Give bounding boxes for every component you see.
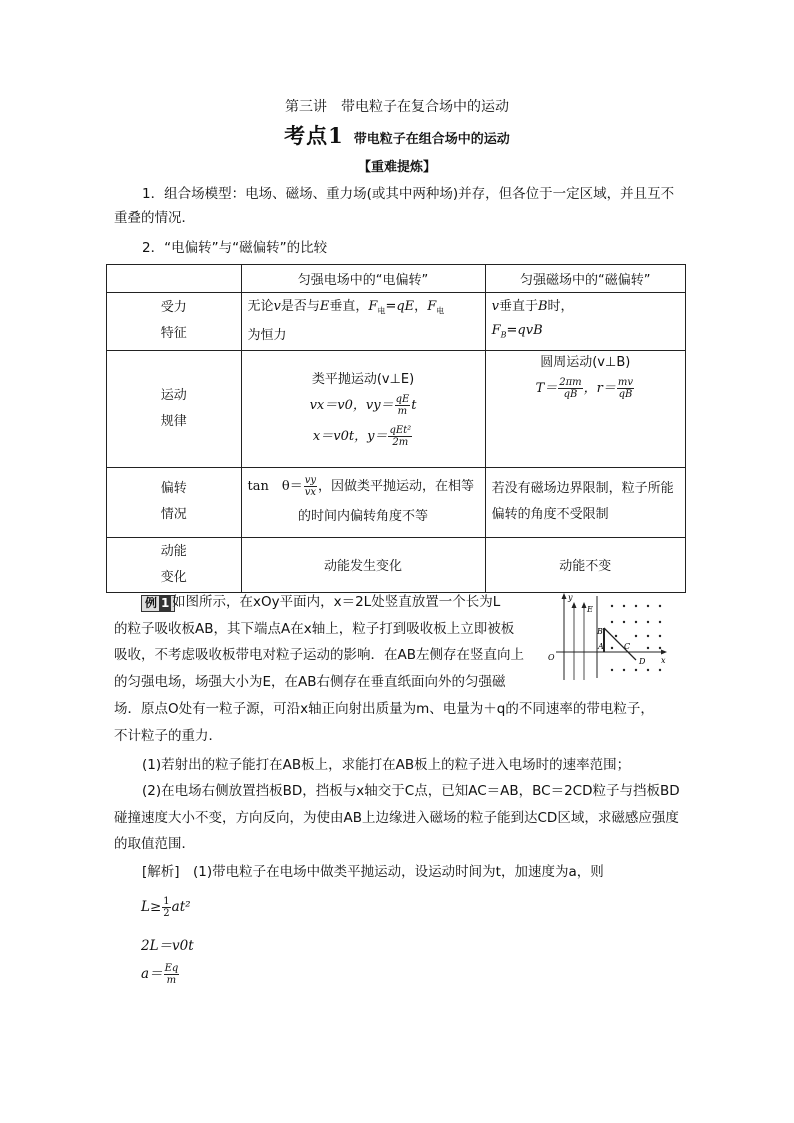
motion-m-frac2: [617, 377, 634, 400]
example-line-1: 如图所示，在xOy平面内，x＝2L处竖直放置一个长为L: [172, 594, 501, 610]
energy-magnetic-cell: 动能不变: [485, 537, 685, 592]
force-e-F2: F: [427, 299, 437, 314]
row-label-motion-1: 运动: [160, 387, 187, 403]
force-m-B: B: [537, 299, 548, 314]
motion-m-num2: mv: [617, 376, 634, 388]
point-d-label: D: [639, 657, 646, 666]
table-corner-cell: [107, 265, 242, 293]
deflect-magnetic-cell: 若没有磁场边界限制，粒子所能偏转的角度不受限制: [485, 467, 685, 537]
motion-e-eq1-left: vx＝v0，vy＝: [309, 397, 394, 413]
example-figure: [540, 590, 670, 685]
motion-electric-cell: [241, 350, 485, 467]
section-label: 【重难提炼】: [357, 160, 436, 175]
force-e-text3: 垂直，: [329, 299, 369, 314]
force-m-qvB: qvB: [517, 323, 543, 338]
row-label-motion: [107, 350, 242, 467]
force-e-E: E: [319, 299, 330, 314]
row-label-energy-2: 变化: [160, 569, 187, 585]
example-badge-text: 例: [145, 596, 158, 610]
example-badge-num: 1: [161, 596, 170, 610]
e-field-arrow-2: [582, 602, 587, 608]
e-field-label: E: [587, 605, 593, 614]
force-m-text1: 垂直于: [498, 299, 538, 314]
motion-e-eq2-left: x＝v0t，y＝: [312, 428, 388, 444]
point-2-text: 2．“电偏转”与“磁偏转”的比较: [142, 240, 328, 256]
motion-m-T: T＝: [535, 380, 558, 396]
deflect-e-den: vx: [304, 487, 316, 499]
force-e-line2: 为恒力: [247, 327, 287, 343]
point-a-label: A: [598, 642, 604, 651]
analysis-eq1-num: 1: [163, 896, 170, 907]
y-axis-arrow: [562, 593, 567, 599]
motion-m-frac1: [558, 377, 582, 400]
row-label-force-1: 受力: [160, 300, 187, 316]
force-e-F2-sub: 电: [436, 306, 445, 316]
table-row-motion: [107, 350, 686, 467]
table-row-deflect: [107, 467, 686, 537]
example-line-6: 不计粒子的重力．: [114, 727, 222, 744]
force-magnetic-cell: [485, 293, 685, 351]
point-2: [114, 236, 686, 260]
question-2-text: (2)在电场右侧放置挡板BD，挡板与x轴交于C点，已知AC＝AB，BC＝2CD粒子与挡板BD碰撞速度大小不变，方向反向，为使由AB上边缘进入磁场的粒子能到达CD区域，求磁感应强度的取值范围．: [114, 783, 680, 852]
motion-e-eq1: [248, 394, 479, 417]
force-e-eq: =: [385, 299, 397, 314]
example-line-5: 场．原点O处有一粒子源，可沿x轴正向射出质量为m、电量为＋q的不同速率的带电粒子，: [114, 701, 654, 717]
row-label-deflect-2: 情况: [160, 507, 187, 523]
question-1-text: (1)若射出的粒子能打在AB板上，求能打在AB板上的粒子进入电场时的速率范围；: [142, 757, 631, 773]
x-axis-label: x: [661, 656, 666, 665]
deflect-e-frac: [304, 475, 317, 498]
force-m-F-sub: B: [500, 330, 507, 340]
force-m-text2: 时，: [547, 299, 574, 314]
point-1-text: 1．组合场模型：电场、磁场、重力场(或其中两种场)并存，但各位于一定区域，并且互不重叠的情况．: [114, 186, 675, 226]
row-label-deflect: [107, 467, 242, 537]
kaodian-heading: [0, 120, 794, 150]
deflect-e-text1: ，因做类平抛运动，在相等: [318, 479, 475, 495]
col-header-magnetic: 匀强磁场中的“磁偏转”: [485, 265, 685, 293]
table-row-force: [107, 293, 686, 351]
analysis-eq1-left: L≥: [141, 899, 162, 915]
lecture-title: 第三讲 带电粒子在复合场中的运动: [285, 99, 509, 115]
example-text-wrapped: [114, 589, 539, 695]
force-m-v: v: [491, 299, 499, 314]
motion-m-eq: [492, 377, 679, 400]
e-field-arrow-1: [572, 602, 577, 608]
question-2: [114, 778, 686, 858]
example-line-3: 吸收，不考虑吸收板带电对粒子运动的影响．在AB左侧存在竖直向上: [114, 647, 524, 663]
force-e-v: v: [273, 299, 281, 314]
analysis-text: [解析] (1)带电粒子在电场中做类平抛运动，设运动时间为t，加速度为a，则: [142, 864, 604, 880]
motion-e-eq1-den: m: [397, 405, 408, 417]
analysis-eq-3: [141, 962, 180, 986]
force-e-qE: qE: [396, 299, 415, 314]
y-axis-label: y: [568, 593, 573, 602]
point-b-label: B: [597, 627, 603, 636]
motion-m-title: 圆周运动(v⊥B): [540, 354, 631, 370]
table-header-row: [107, 265, 686, 293]
motion-e-eq1-tail: t: [411, 397, 417, 413]
force-m-eq: =: [506, 323, 518, 338]
baffle-bd: [604, 628, 636, 660]
analysis-eq1-den: 2: [163, 908, 170, 919]
table-row-energy: [107, 537, 686, 592]
force-e-comma: ，: [414, 299, 428, 314]
force-e-F: F: [368, 299, 378, 314]
x-axis-arrow: [661, 650, 667, 655]
analysis-eq3-den: m: [166, 975, 177, 986]
force-e-text1: 无论: [247, 299, 274, 314]
force-m-F: F: [491, 323, 501, 338]
analysis-eq3-frac: [164, 963, 180, 986]
example-text-full: [114, 696, 686, 749]
motion-magnetic-cell: [485, 350, 685, 467]
point-1: [114, 182, 686, 230]
motion-e-eq2: [248, 425, 479, 448]
motion-e-eq1-num: qE: [395, 393, 410, 405]
comparison-table: [106, 264, 686, 593]
motion-e-eq1-frac: [395, 394, 411, 417]
force-e-text2: 是否与: [280, 299, 320, 314]
row-label-motion-2: 规律: [160, 413, 187, 429]
motion-e-eq2-frac: [388, 425, 412, 448]
motion-m-mid: ，r＝: [583, 380, 616, 396]
magnetic-field-dots: [611, 605, 661, 671]
force-electric-cell: [241, 293, 485, 351]
origin-label: O: [548, 653, 555, 662]
motion-m-den2: qB: [618, 388, 633, 400]
example-line-2: 的粒子吸收板AB，其下端点A在x轴上，粒子打到吸收板上立即被板: [114, 620, 515, 637]
analysis-eq-2: 2L＝v0t: [141, 938, 194, 954]
force-e-F-sub: 电: [377, 306, 386, 316]
point-c-label: C: [624, 642, 631, 651]
deflect-e-num: vy: [304, 475, 317, 487]
kaodian-subtitle: 带电粒子在组合场中的运动: [353, 132, 510, 147]
analysis-eq-1: [141, 896, 191, 919]
motion-e-eq2-num: qEt²: [389, 424, 412, 436]
question-1: [114, 752, 686, 779]
motion-e-eq2-den: 2m: [392, 436, 409, 448]
motion-m-den1: qB: [563, 388, 578, 400]
analysis-eq3-left: a＝: [141, 966, 163, 982]
row-label-force-2: 特征: [160, 326, 187, 342]
row-label-energy: [107, 537, 242, 592]
analysis-eq1-frac: [162, 896, 170, 919]
motion-e-title: 类平抛运动(v⊥E): [311, 371, 415, 387]
deflect-electric-cell: [241, 467, 485, 537]
col-header-electric: 匀强电场中的“电偏转”: [241, 265, 485, 293]
row-label-deflect-1: 偏转: [160, 481, 187, 497]
analysis-eq3-num: Eq: [164, 963, 179, 974]
energy-electric-cell: 动能发生变化: [241, 537, 485, 592]
analysis: [114, 860, 686, 884]
deflect-e-text2: 的时间内偏转角度不等: [298, 509, 429, 525]
row-label-energy-1: 动能: [160, 543, 187, 559]
analysis-eq1-right: at²: [171, 899, 191, 915]
motion-m-num1: 2πm: [559, 376, 582, 388]
row-label-force: [107, 293, 242, 351]
kaodian-number: 考点1: [284, 123, 344, 148]
example-line-4: 的匀强电场，场强大小为E，在AB右侧存在垂直纸面向外的匀强磁: [114, 673, 506, 690]
deflect-e-tan: tan θ＝: [247, 479, 303, 495]
